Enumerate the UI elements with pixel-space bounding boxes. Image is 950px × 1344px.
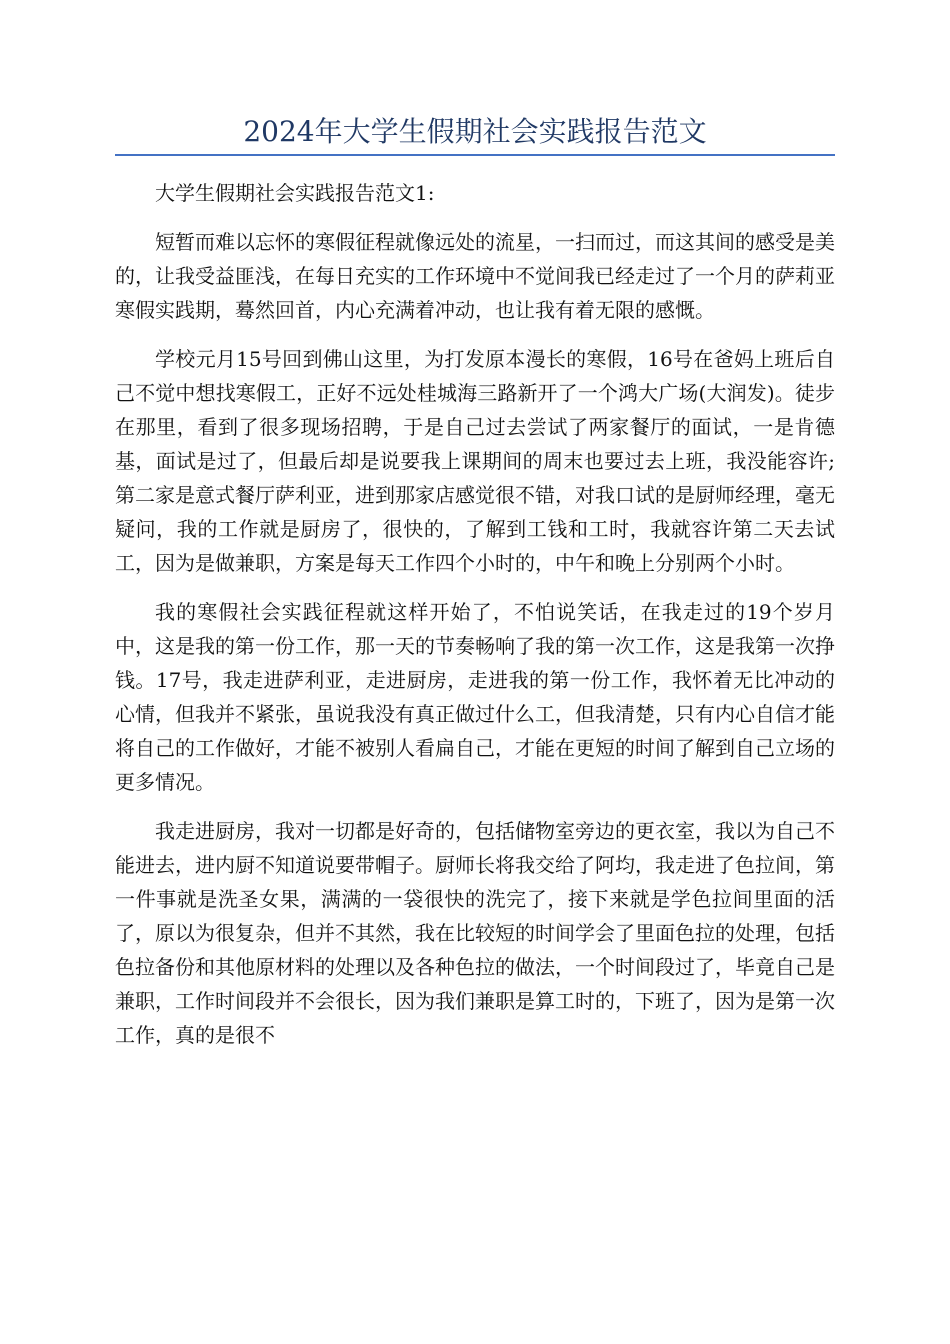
paragraph-heading: 大学生假期社会实践报告范文1: bbox=[155, 181, 435, 205]
document-title: 2024年大学生假期社会实践报告范文 bbox=[243, 115, 707, 148]
paragraph: 短暂而难以忘怀的寒假征程就像远处的流星，一扫而过，而这其间的感受是美的，让我受益匪浅，在每日充实的工作环境中不觉间我已经走过了一个月的萨莉亚寒假实践期，蓦然回首，内心充满着冲动，也让我有着无限的感慨。 bbox=[115, 230, 835, 322]
paragraph: 我的寒假社会实践征程就这样开始了，不怕说笑话，在我走过的19个岁月中，这是我的第一份工作，那一天的节奏畅响了我的第一次工作，这是我第一次挣钱。17号，我走进萨利亚，走进厨房，走进我的第一份工作，我怀着无比冲动的心情，但我并不紧张，虽说我没有真正做过什么工，但我清楚，只有内心自信才能将自己的工作做好，才能不被别人看扁自己，才能在更短的时间了解到自己立场的更多情况。 bbox=[115, 600, 835, 794]
title-underline bbox=[115, 154, 835, 156]
document-body bbox=[115, 176, 835, 1067]
paragraph: 学校元月15号回到佛山这里，为打发原本漫长的寒假，16号在爸妈上班后自己不觉中想找寒假工，正好不远处桂城海三路新开了一个鸿大广场(大润发)。徒步在那里，看到了很多现场招聘，于是自己过去尝试了两家餐厅的面试，一是肯德基，面试是过了，但最后却是说要我上课期间的周末也要过去上班，我没能容许;第二家是意式餐厅萨利亚，进到那家店感觉很不错，对我口试的是厨师经理，毫无疑问，我的工作就是厨房了，很快的，了解到工钱和工时，我就容许第二天去试工，因为是做兼职，方案是每天工作四个小时的，中午和晚上分别两个小时。 bbox=[115, 347, 835, 575]
paragraph: 我走进厨房，我对一切都是好奇的，包括储物室旁边的更衣室，我以为自己不能进去，进内厨不知道说要带帽子。厨师长将我交给了阿均，我走进了色拉间，第一件事就是洗圣女果，满满的一袋很快的洗完了，接下来就是学色拉间里面的活了，原以为很复杂，但并不其然，我在比较短的时间学会了里面色拉的处理，包括色拉备份和其他原材料的处理以及各种色拉的做法，一个时间段过了，毕竟自己是兼职，工作时间段并不会很长，因为我们兼职是算工时的，下班了，因为是第一次工作，真的是很不 bbox=[115, 819, 835, 1047]
